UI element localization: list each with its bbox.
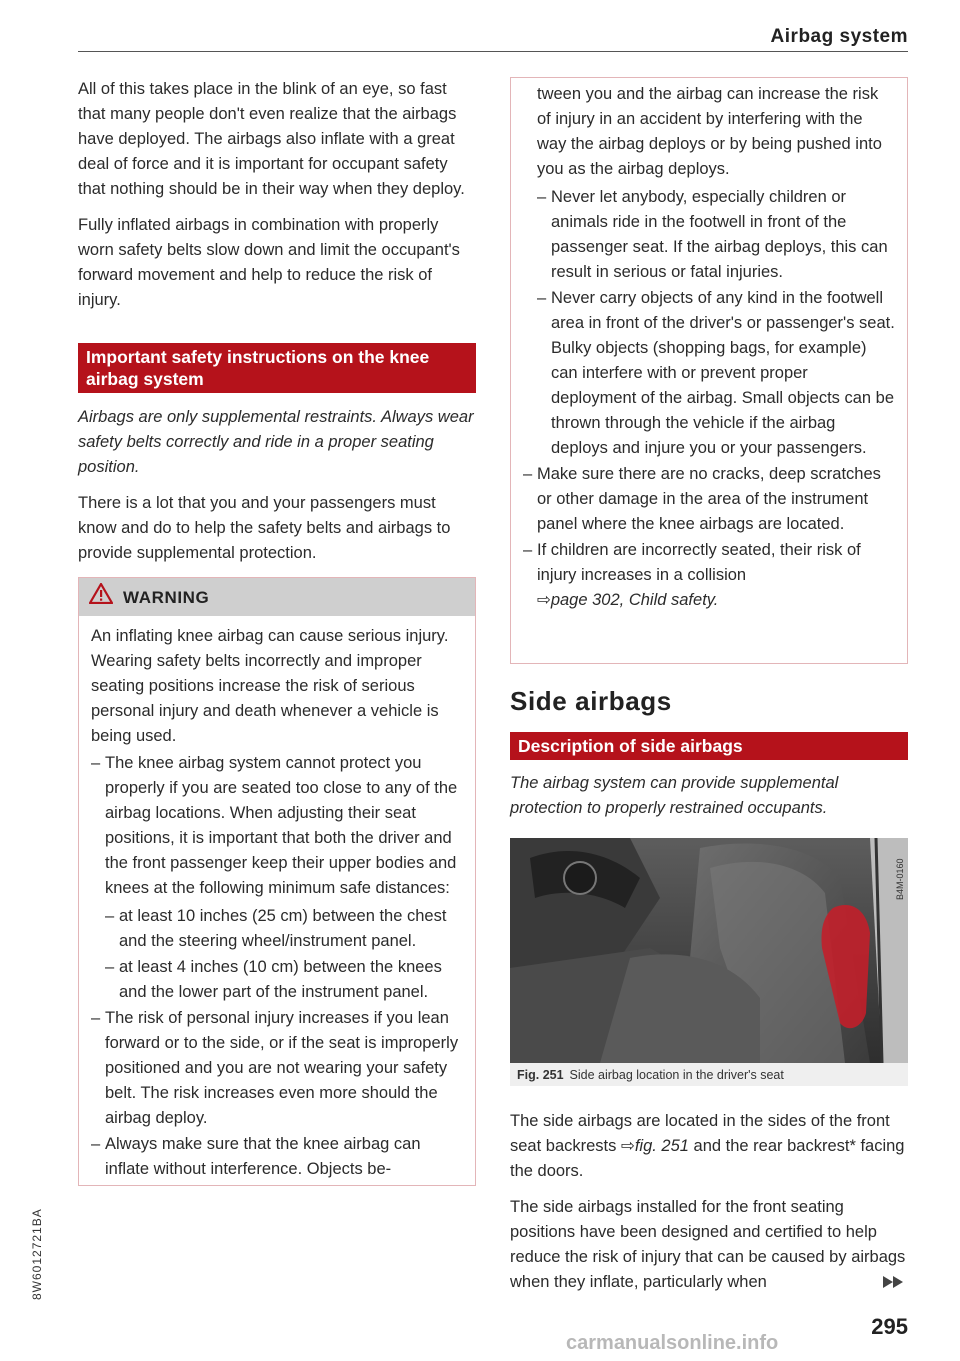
side-airbags-paragraph-1 [510, 1109, 908, 1184]
list-item: – The risk of personal injury increases if you lean forward or to the side, or if the seat is improperly positioned and you are not wearing your safety belt. The risk increases even more should the airbag deploy. [91, 1006, 463, 1131]
side-airbags-paragraph-1-start: The side airbags are located in the sides of the front seat backrests [510, 1112, 890, 1155]
header-divider [78, 51, 908, 52]
left-column [78, 77, 476, 1186]
list-item [91, 751, 463, 1005]
cross-reference-arrow-icon: ⇨ [620, 1137, 635, 1155]
intro-paragraph-2: Fully inflated airbags in combination with properly worn safety belts slow down and limit the occupant's forward movement and help to reduce the risk of injury. [78, 216, 460, 309]
warning-sub-list [537, 185, 895, 461]
warning-intro: An inflating knee airbag can cause serious injury. Wearing safety belts incorrectly and improper seating positions increase the risk of serious personal injury and death whenever a vehicle is being used. [91, 627, 449, 745]
figure-251 [510, 838, 908, 1086]
warning-title: WARNING [123, 587, 210, 607]
side-airbags-body [510, 1109, 908, 1306]
side-airbags-heading: Description of side airbags [510, 732, 908, 760]
intro-paragraph-1: All of this takes place in the blink of an eye, so fast that many people don't even realize that the airbags have deployed. The airbags also inflate with a great deal of force and it is important for occupant safety that nothing should be in their way when they deploy. [78, 80, 465, 198]
warning-list-continued [523, 462, 895, 613]
warning-item-1: The knee airbag system cannot protect you properly if you are seated too close to any of the airbag locations. When adjusting their seat positions, it is important that both the driver and the front passenger keep their upper bodies and knees at the following minimum safe distances: [105, 754, 458, 897]
warning-box-continued [510, 77, 908, 664]
warning-body [79, 616, 475, 1185]
knee-airbag-lead: Airbags are only supplemental restraints. Always wear safety belts correctly and ride in a proper seating position. [78, 408, 474, 476]
section-title: Side airbags [510, 686, 672, 716]
knee-airbag-heading: Important safety instructions on the knee airbag system [78, 343, 476, 393]
page-number: 295 [871, 1314, 908, 1339]
side-airbag-seat-illustration [510, 838, 908, 1063]
next-page-arrow-icon [893, 1276, 903, 1288]
warning-continued-paragraph: tween you and the airbag can increase the risk of injury in an accident by interfering with the way the airbag deploys or by being pushed into you as the airbag deploys. [537, 85, 882, 178]
side-airbags-paragraph-2: The side airbags installed for the front seating positions have been designed and certified to help reduce the risk of injury that can be caused by airbags when they inflate, particularly when [510, 1198, 906, 1291]
list-item: – Make sure there are no cracks, deep scratches or other damage in the area of the instrument panel where the knee airbags are located. [523, 462, 895, 537]
child-risk-text: If children are incorrectly seated, their risk of injury increases in a collision [537, 541, 861, 584]
list-item [523, 538, 895, 613]
distance-list [105, 904, 463, 1005]
warning-box [78, 577, 476, 1186]
document-code: 8W6012721BA [30, 1208, 44, 1300]
watermark: carmanualsonline.info [566, 1332, 779, 1354]
warning-continued-body [511, 78, 907, 461]
side-airbags-lead: The airbag system can provide supplemental protection to properly restrained occupants. [510, 774, 839, 817]
running-header: Airbag system [770, 26, 908, 47]
warning-header [79, 578, 475, 616]
side-airbags-paragraph-1-end: and the rear backrest* facing the doors. [510, 1137, 905, 1180]
cross-reference-arrow-icon: ⇨ [537, 591, 551, 609]
figure-caption [517, 1068, 784, 1082]
child-safety-link[interactable] [537, 591, 718, 609]
next-page-arrow-icon [883, 1276, 893, 1288]
list-item: – Always make sure that the knee airbag can inflate without interference. Objects be- [91, 1132, 463, 1182]
figure-link[interactable] [621, 1137, 689, 1155]
figure-caption-text: Side airbag location in the driver's seat [569, 1068, 784, 1082]
figure-code-text: B4M-0160 [895, 858, 905, 900]
knee-airbag-paragraph: There is a lot that you and your passengers must know and do to help the safety belts and airbags to provide supplemental protection. [78, 494, 451, 562]
figure-code [894, 842, 908, 902]
figure-label: Fig. 251 [517, 1068, 564, 1082]
list-item: – at least 10 inches (25 cm) between the chest and the steering wheel/instrument panel. [105, 904, 463, 954]
figure-link-text: fig. 251 [634, 1137, 689, 1155]
warning-triangle-icon [89, 583, 123, 611]
list-item: – at least 4 inches (10 cm) between the knees and the lower part of the instrument panel. [105, 955, 463, 1005]
list-item: – Never carry objects of any kind in the footwell area in front of the driver's or passenger's seat. Bulky objects (shopping bags, for example) can interfere with or prevent proper deployment of the airbag. Small objects can be thrown through the vehicle if the airbag deploys and injure you or your passengers. [537, 286, 895, 461]
list-item: – Never let anybody, especially children or animals ride in the footwell in front of the passenger seat. If the airbag deploys, this can result in serious or fatal injuries. [537, 185, 895, 285]
warning-list [91, 751, 463, 1182]
child-safety-link-text: page 302, Child safety. [550, 591, 719, 609]
